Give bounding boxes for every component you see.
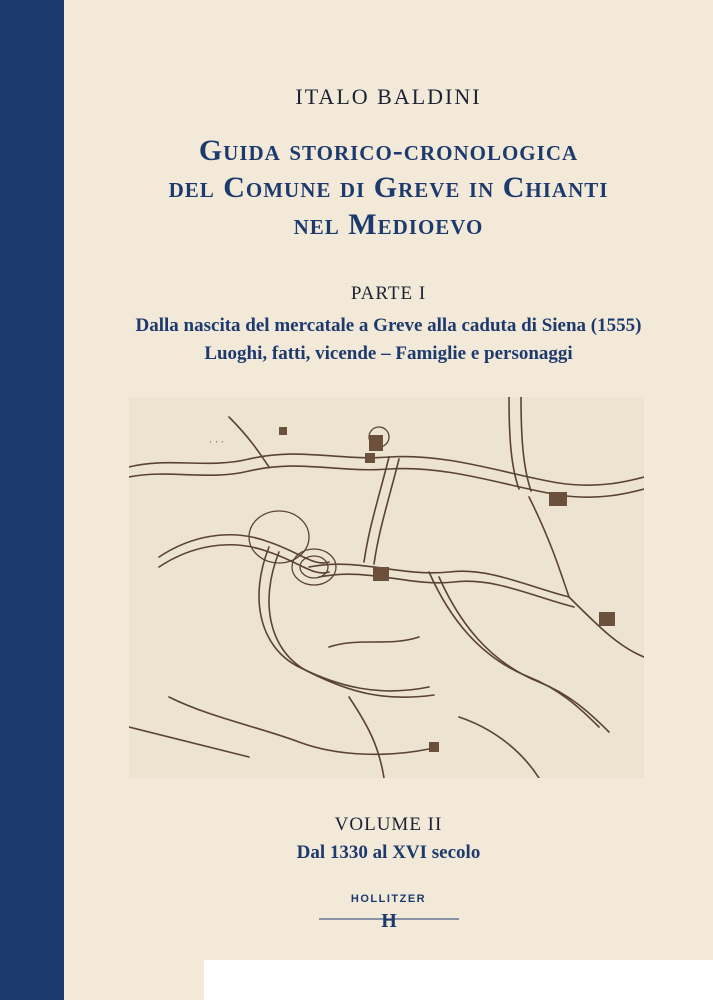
book-spine	[0, 0, 64, 1000]
title-line-3: nel Medioevo	[293, 208, 484, 241]
part-label: PARTE I	[350, 283, 427, 304]
cover-bottom-strip	[64, 960, 204, 1000]
page-background	[204, 960, 713, 1000]
subtitle-line-2: Luoghi, fatti, vicende – Famiglie e personaggi	[204, 343, 573, 364]
map-drawing	[129, 397, 644, 778]
subtitle	[64, 312, 713, 368]
publisher-logo	[319, 906, 459, 932]
volume-period: Dal 1330 al XVI secolo	[296, 842, 481, 863]
author-name: ITALO BALDINI	[295, 84, 482, 109]
title-line-2: del Comune di Greve in Chianti	[168, 171, 609, 204]
publisher-logo-letter: H	[381, 910, 397, 932]
publisher-name: HOLLITZER	[350, 893, 427, 905]
volume-label: VOLUME II	[334, 814, 443, 835]
title-line-1: Guida storico-cronologica	[198, 134, 579, 167]
subtitle-line-1: Dalla nascita del mercatale a Greve alla caduta di Siena (1555)	[135, 315, 642, 336]
book-title	[64, 132, 713, 243]
historic-map-illustration	[129, 397, 644, 778]
svg-text:⋅ ⋅ ⋅: ⋅ ⋅ ⋅	[209, 438, 224, 448]
